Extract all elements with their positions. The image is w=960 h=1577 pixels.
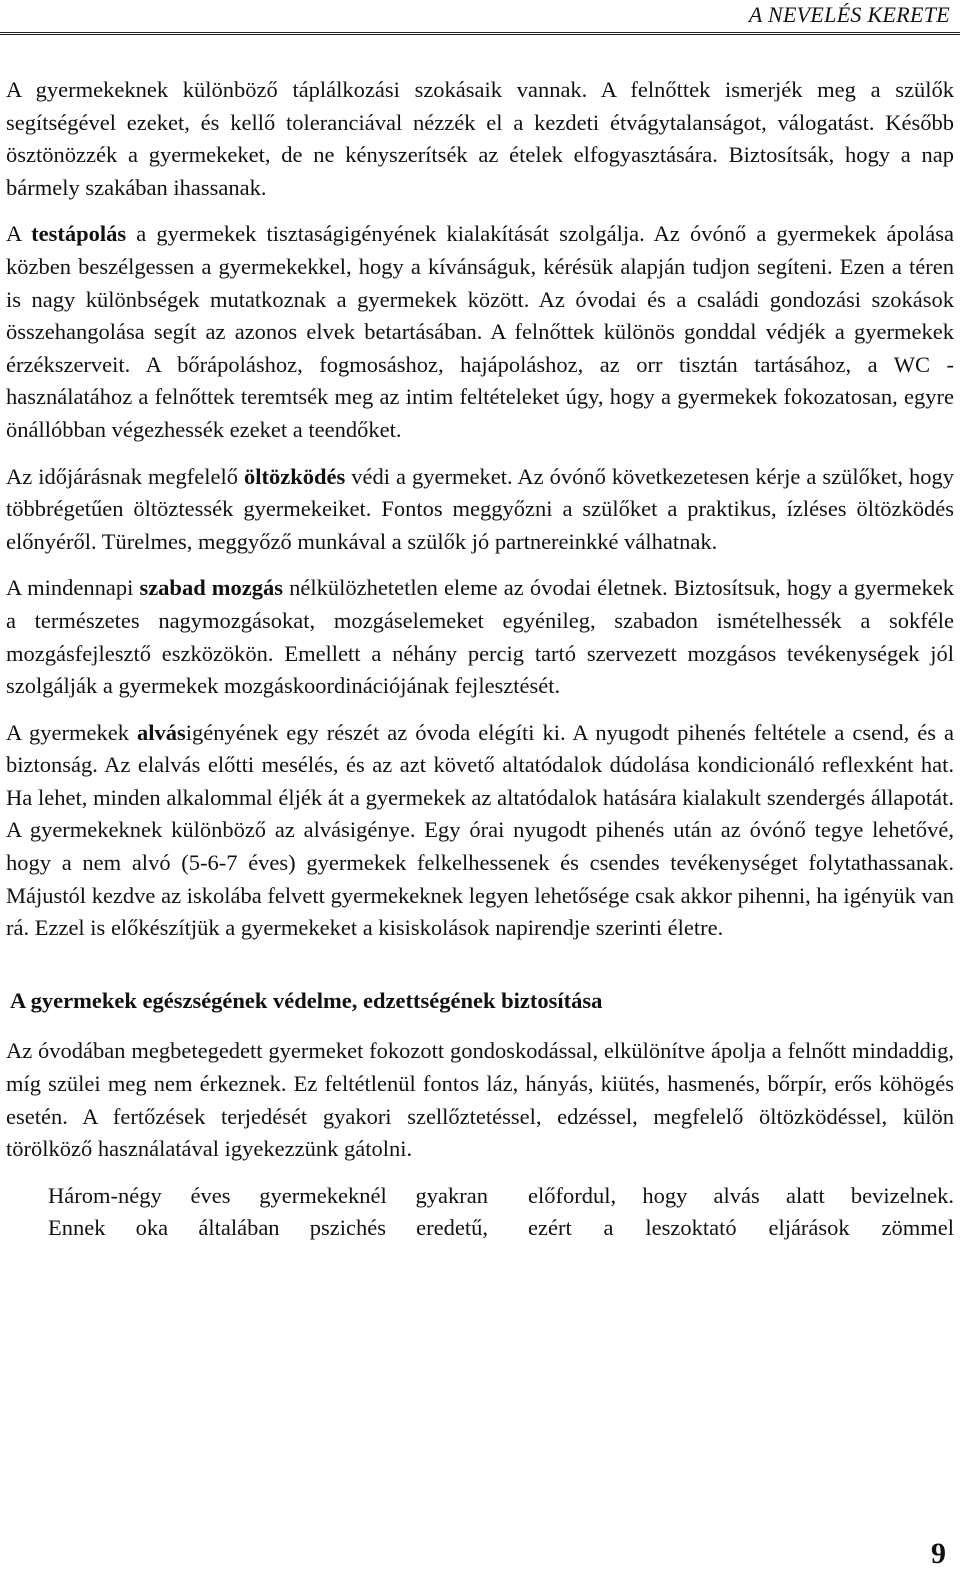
paragraph-illness: Az óvodában megbetegedett gyermeket fokozott gondoskodással, elkülönítve ápolja a felnőtt mindaddig, míg szülei meg nem érkeznek. Ez feltétlenül fontos láz, hányás, kiütés, hasmenés, bőrpír, erős köhögés esetén. A fertőzések terjedését gyakori szellőztetéssel, edzéssel, megfelelő öltözködéssel, külön törölköző használatával igyekezzünk gátolni. (6, 1038, 954, 1162)
column-left-line-2: Ennek oka általában pszichés eredetű, (48, 1215, 488, 1241)
paragraph-clothing-lead: Az időjárásnak megfelelő (6, 463, 244, 489)
paragraph-movement (6, 572, 954, 702)
document-body (6, 74, 954, 1245)
keyword-oltozkodes: öltözködés (243, 463, 346, 489)
paragraph-movement-text: nélkülözhetetlen eleme az óvodai életnek. Biztosítsuk, hogy a gyermekek a természetes nagymozgásokat, mozgáselemeket egyénileg, szabadon ismételhessék a sokféle mozgásfejlesztő eszközökön. Emellett a néhány percig tartó szervezett mozgásos tevékenységek jól szolgálják a gyermekek mozgáskoordinációjának fejlesztését. (6, 575, 954, 699)
keyword-szabad-mozgas: szabad mozgás (139, 575, 284, 601)
keyword-testapolas: testápolás (31, 221, 127, 247)
column-right-line-1: előfordul, hogy alvás alatt bevizelnek. (528, 1182, 954, 1208)
two-column-block (6, 1180, 954, 1245)
paragraph-clothing (6, 461, 954, 559)
paragraph-sleep-lead: A gyermekek (6, 719, 137, 745)
column-right (528, 1180, 954, 1245)
paragraph-hygiene-text: a gyermekek tisztaságigényének kialakítását szolgálja. Az óvónő a gyermekek ápolása közben beszélgessen a gyermekekkel, hogy a kívánságuk, kérésük alapján tudjon segíteni. Ezen a téren is nagy különbségek mutatkoznak a gyermekek között. Az óvodai és a családi gondozási szokások összehangolása segít az azonos elvek betartásában. A felnőttek különös gonddal védjék a gyermekek érzékszerveit. A bőrápoláshoz, fogmosáshoz, hajápoláshoz, az orr tisztán tartásához, a WC - használatához a felnőttek teremtsék meg az intim feltételeket úgy, hogy a gyermekek fokozatosan, egyre önállóbban végezhessék ezeket a teendőket. (6, 221, 954, 442)
running-header-title: A NEVELÉS KERETE (748, 2, 950, 27)
paragraph-hygiene (6, 218, 954, 446)
paragraph-hygiene-lead: A (6, 221, 32, 247)
paragraph-nutrition: A gyermekeknek különböző táplálkozási szokásaik vannak. A felnőttek ismerjék meg a szülők segítségével ezeket, és kellő toleranciával nézzék el a kezdeti étvágytalanságot, válogatást. Később ösztönözzék a gyermekeket, de ne kényszerítsék az ételek elfogyasztására. Biztosítsák, hogy a nap bármely szakában ihassanak. (6, 77, 954, 200)
column-right-line-2: ezért a leszoktató eljárások zömmel (528, 1215, 954, 1241)
page-header (0, 0, 960, 34)
paragraph-sleep-text: igényének egy részét az óvoda elégíti ki. A nyugodt pihenés feltétele a csend, és a biztonság. Az elalvás előtti mesélés, és az azt követő altatódalok dúdolása kondicionáló reflexként hat. Ha lehet, minden alkalommal éljék át a gyermekek az altatódalok hatására kialakult szendergés állapotát. A gyermekeknek különböző az alvásigénye. Egy órai nyugodt pihenés után az óvónő tegye lehetővé, hogy a nem alvó (5-6-7 éves) gyermekek felkelhessenek és csendes tevékenységet folytathassanak. Májustól kezdve az iskolába felvett gyermekeknek legyen lehetősége csak akkor pihenni, ha igényük van rá. Ezzel is előkészítjük a gyermekeket a kisiskolások napirendje szerinti életre. (6, 719, 954, 941)
column-left-line-1: Három-négy éves gyermekeknél gyakran (48, 1182, 488, 1208)
paragraph-movement-lead: A mindennapi (6, 575, 140, 601)
header-double-rule (0, 32, 960, 35)
paragraph-clothing-text: védi a gyermeket. Az óvónő következetesen kérje a szülőket, hogy többrégetűen öltöztessék gyermekeiket. Fontos meggyőzni a szülőket a praktikus, ízléses öltözködés előnyéről. Türelmes, meggyőző munkával a szülők jó partnereinkké válhatnak. (6, 463, 954, 554)
page-number: 9 (931, 1537, 946, 1570)
section-heading-health: A gyermekek egészségének védelme, edzettségének biztosítása (10, 987, 603, 1013)
column-left (6, 1180, 488, 1245)
keyword-alvas: alvás (137, 719, 186, 745)
paragraph-sleep (6, 717, 954, 945)
